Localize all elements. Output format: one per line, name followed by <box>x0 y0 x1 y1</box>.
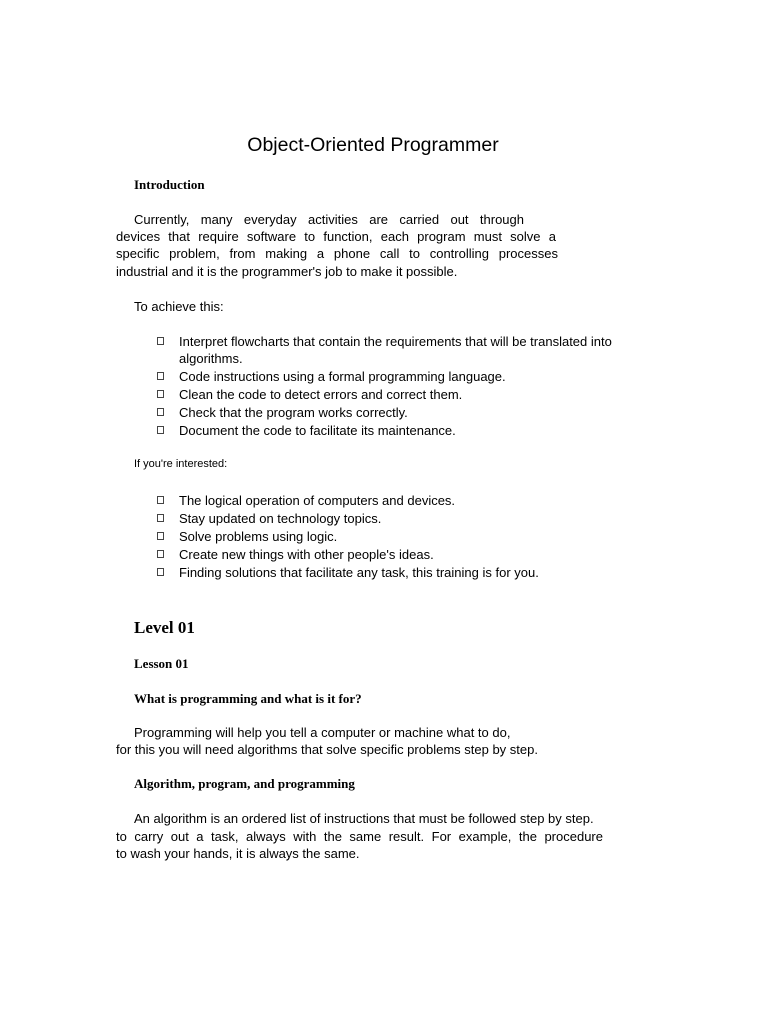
section2-line-3: to wash your hands, it is always the same. <box>116 846 360 861</box>
intro-line-1: Currently, many everyday activities are carried out through <box>134 212 524 227</box>
section1-line-1: Programming will help you tell a computer or machine what to do, <box>134 725 511 740</box>
lesson-heading: Lesson 01 <box>134 656 189 671</box>
intro-line-2: devices that require software to function, each program must solve a <box>116 229 556 244</box>
checkbox-bullet-icon <box>157 496 164 504</box>
checkbox-bullet-icon <box>157 337 164 345</box>
checkbox-bullet-icon <box>157 426 164 434</box>
achieve-lead: To achieve this: <box>134 299 224 314</box>
section-heading-algorithm: Algorithm, program, and programming <box>134 776 355 791</box>
page-title: Object-Oriented Programmer <box>247 134 499 156</box>
checkbox-bullet-icon <box>157 390 164 398</box>
level-heading: Level 01 <box>134 618 195 637</box>
section1-line-2: for this you will need algorithms that solve specific problems step by step. <box>116 742 538 757</box>
section2-line-2: to carry out a task, always with the same result. For example, the procedure <box>116 829 603 844</box>
checkbox-bullet-icon <box>157 568 164 576</box>
introduction-heading: Introduction <box>134 177 205 192</box>
checkbox-bullet-icon <box>157 532 164 540</box>
checkbox-bullet-icon <box>157 550 164 558</box>
section-heading-what-is-programming: What is programming and what is it for? <box>134 691 362 706</box>
checkbox-bullet-icon <box>157 372 164 380</box>
intro-line-4: industrial and it is the programmer's job to make it possible. <box>116 264 458 279</box>
interested-lead: If you're interested: <box>134 458 228 470</box>
checkbox-bullet-icon <box>157 514 164 522</box>
intro-line-3: specific problem, from making a phone call to controlling processes <box>116 246 558 261</box>
section2-line-1: An algorithm is an ordered list of instructions that must be followed step by step. <box>134 811 594 826</box>
checkbox-bullet-icon <box>157 408 164 416</box>
